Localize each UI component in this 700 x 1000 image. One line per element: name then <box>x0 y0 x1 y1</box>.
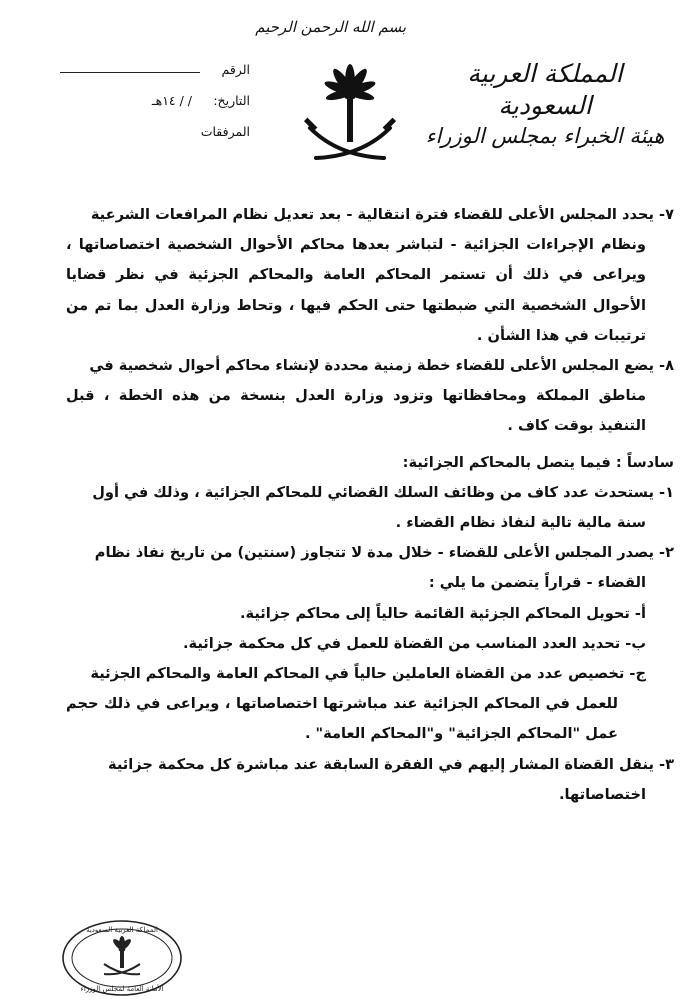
sub-item-c-first-line: ج- تخصيص عدد من القضاة العاملين حالياً في المحاكم العامة والمحاكم الجزئية <box>90 665 646 683</box>
sub-item-a: أ- تحويل المحاكم الجزئية القائمة حالياً إلى محاكم جزائية. <box>239 604 646 622</box>
s6-item-1-first-line: ١- يستحدث عدد كاف من وظائف السلك القضائي للمحاكم الجزائية ، وذلك في أول <box>92 483 674 501</box>
ref-attachments-row <box>60 124 250 155</box>
reference-block <box>60 62 250 155</box>
ref-number-field <box>60 62 200 73</box>
s6-item-2-first-line: ٢- يصدر المجلس الأعلى للقضاء - خلال مدة لا تتجاوز (سنتين) من تاريخ نفاذ نظام <box>94 544 674 562</box>
seal-bottom-text: الأمانة العامة لمجلس الوزراء <box>80 985 164 993</box>
seal-top-text: المملكة العربية السعودية <box>86 926 158 934</box>
item-7-continuation: ونظام الإجراءات الجزائية - لتباشر بعدها محاكم الأحوال الشخصية اختصاصاتها ، ويراعى في ذلك أن تستمر المحاكم العامة والمحاكم الجزئية في نظر قضايا الأحوال الشخصية التي ضبطتها حتى الحكم فيها ، وتحاط وزارة العدل بما تم من ترتيبات في هذا الشأن . <box>66 236 646 344</box>
sub-item-c-continuation: للعمل في المحاكم الجزائية عند مباشرتها اختصاصاتها ، ويراعى في ذلك حجم عمل "المحاكم الجزائية" و"المحاكم العامة" . <box>66 695 618 743</box>
ref-date-row <box>60 93 250 124</box>
ref-number-row <box>60 62 250 93</box>
s6-item-3-first-line: ٣- ينقل القضاة المشار إليهم في الفقرة السابقة عند مباشرة كل محكمة جزائية <box>108 755 674 773</box>
ref-number-label: الرقم <box>221 62 250 77</box>
section-6-heading: سادساً : فيما يتصل بالمحاكم الجزائية: <box>402 453 674 471</box>
item-7-first-line: ٧- يحدد المجلس الأعلى للقضاء فترة انتقالية - بعد تعديل نظام المرافعات الشرعية <box>90 206 674 223</box>
s6-item-3-continuation: اختصاصاتها. <box>558 785 646 803</box>
sub-item-b: ب- تحديد العدد المناسب من القضاة للعمل في كل محكمة جزائية. <box>182 634 646 652</box>
s6-item-2-continuation: القضاء - قراراً يتضمن ما يلي : <box>428 574 646 592</box>
s6-item-1-continuation: سنة مالية تالية لنفاذ نظام القضاء . <box>395 514 646 532</box>
bismillah-calligraphy: بسم الله الرحمن الرحيم <box>255 18 406 36</box>
document-body <box>66 200 674 810</box>
ref-attachments-label: المرفقات <box>200 124 250 139</box>
item-8-first-line: ٨- يضع المجلس الأعلى للقضاء خطة زمنية محددة لإنشاء محاكم أحوال شخصية في <box>89 357 674 375</box>
official-seal-stamp <box>60 918 184 998</box>
ref-date-label: التاريخ: <box>213 93 250 108</box>
palm-swords-emblem-icon <box>298 58 402 166</box>
ref-date-value: / / ١٤هـ <box>151 93 192 108</box>
letterhead-agency: هيئة الخبراء بمجلس الوزراء <box>425 124 665 148</box>
letterhead-country: المملكة العربية السعودية <box>467 59 623 120</box>
item-8-continuation: مناطق المملكة ومحافظاتها وتزود وزارة العدل بنسخة من هذه الخطة ، قبل التنفيذ بوقت كاف . <box>66 387 646 435</box>
organization-letterhead <box>420 58 670 150</box>
